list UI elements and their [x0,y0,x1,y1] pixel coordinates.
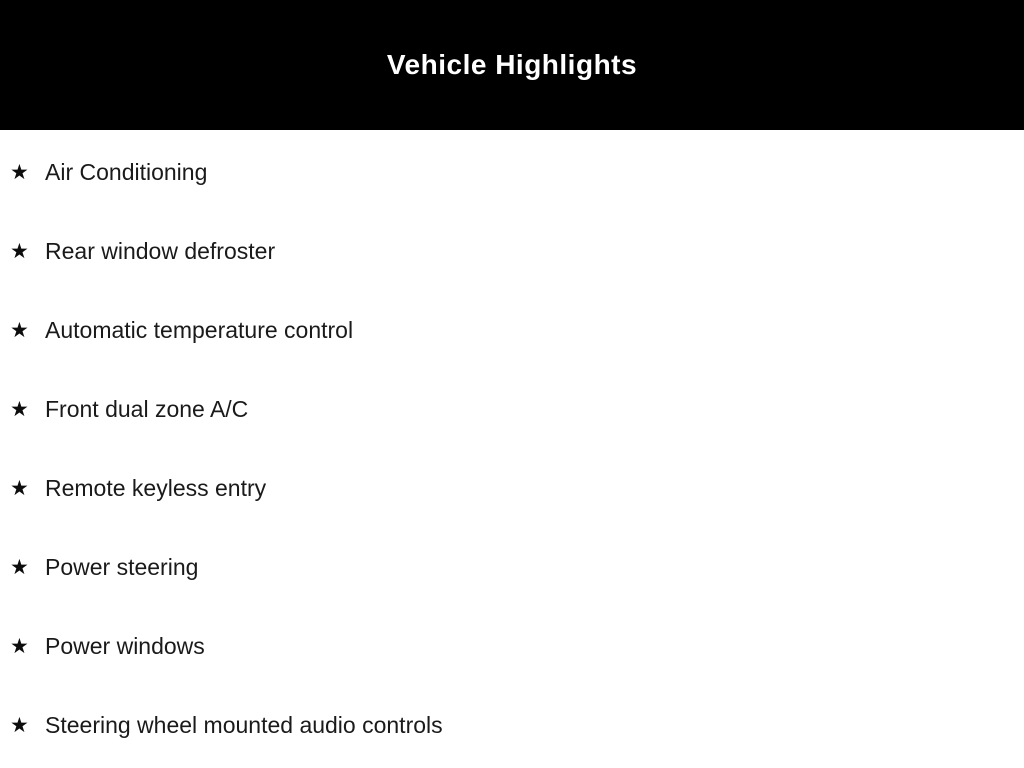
list-item [0,370,1024,449]
list-item-label: Rear window defroster [45,238,276,264]
star-icon: ★ [10,239,29,263]
star-icon: ★ [10,160,29,184]
star-icon: ★ [10,476,29,500]
star-icon: ★ [10,318,29,342]
list-item-label: Steering wheel mounted audio controls [45,712,443,738]
star-icon: ★ [10,555,29,579]
list-item [0,686,1024,765]
list-item [0,449,1024,528]
list-item-label: Front dual zone A/C [45,396,249,422]
list-item [0,133,1024,212]
list-item [0,607,1024,686]
list-item-label: Automatic temperature control [45,317,354,343]
list-item [0,291,1024,370]
list-item-label: Power windows [45,633,205,659]
list-item-label: Power steering [45,554,199,580]
list-item [0,528,1024,607]
highlights-list [0,130,1024,765]
list-item-label: Remote keyless entry [45,475,267,501]
list-item-label: Air Conditioning [45,159,208,185]
list-item [0,212,1024,291]
page-title: Vehicle Highlights [386,49,638,80]
star-icon: ★ [10,713,29,737]
header-bar [0,0,1024,130]
star-icon: ★ [10,634,29,658]
star-icon: ★ [10,397,29,421]
